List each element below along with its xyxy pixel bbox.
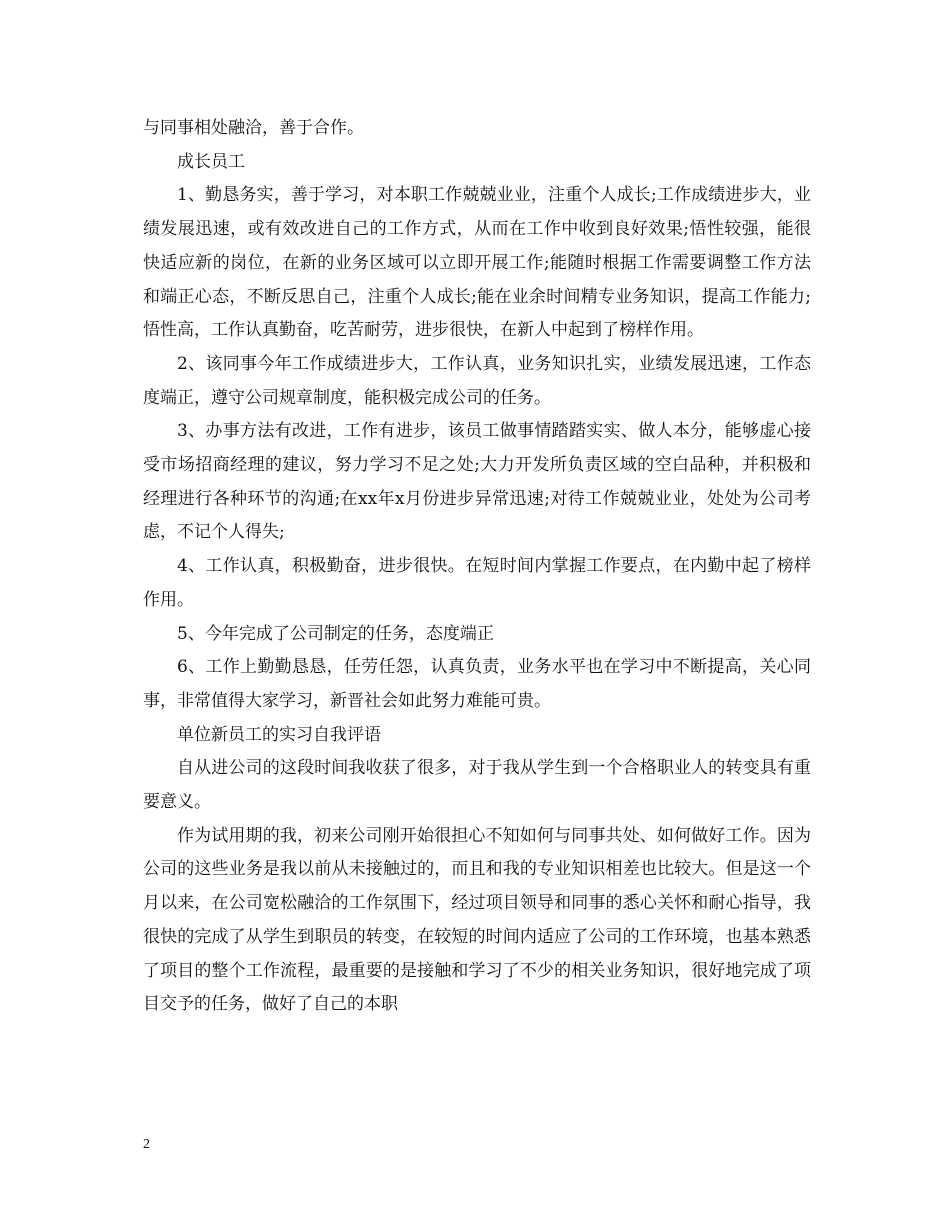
paragraph: 与同事相处融洽，善于合作。 [143,118,364,138]
page-number: 2 [143,1137,150,1152]
paragraph: 2、该同事今年工作成绩进步大，工作认真，业务知识扎实，业绩发展迅速，工作态度端正，遵守公司规章制度，能积极完成公司的任务。 [143,353,811,408]
paragraph: 3、办事方法有改进，工作有进步，该员工做事情踏踏实实、做人本分，能够虚心接受市场招商经理的建议，努力学习不足之处;大力开发所负责区域的空白品种，并积极和经理进行各种环节的沟通;在xx年x月份进步异常迅速;对待工作兢兢业业，处处为公司考虑，不记个人得失; [143,421,811,543]
paragraph: 6、工作上勤勤恳恳，任劳任怨，认真负责，业务水平也在学习中不断提高，关心同事，非常值得大家学习，新晋社会如此努力难能可贵。 [143,657,811,711]
document-body [143,112,811,1022]
paragraph: 自从进公司的这段时间我收获了很多，对于我从学生到一个合格职业人的转变具有重要意义。 [143,758,811,813]
paragraph: 1、勤恳务实，善于学习，对本职工作兢兢业业，注重个人成长;工作成绩进步大，业绩发展迅速，或有效改进自己的工作方式，从而在工作中收到良好效果;悟性较强，能很快适应新的岗位，在新的业务区域可以立即开展工作;能随时根据工作需要调整工作方法和端正心态，不断反思自己，注重个人成长;能在业余时间精专业务知识，提高工作能力;悟性高，工作认真勤奋，吃苦耐劳，进步很快，在新人中起到了榜样作用。 [143,185,811,341]
paragraph: 4、工作认真，积极勤奋，进步很快。在短时间内掌握工作要点，在内勤中起了榜样作用。 [143,556,811,610]
paragraph: 成长员工 [177,151,245,172]
paragraph: 作为试用期的我，初来公司刚开始很担心不知如何与同事共处、如何做好工作。因为公司的这些业务是我以前从未接触过的，而且和我的专业知识相差也比较大。但是这一个月以来，在公司宽松融洽的工作氛围下，经过项目领导和同事的悉心关怀和耐心指导，我很快的完成了从学生到职员的转变，在较短的时间内适应了公司的工作环境，也基本熟悉了项目的整个工作流程，最重要的是接触和学习了不少的相关业务知识，很好地完成了项目交予的任务，做好了自己的本职 [143,825,811,1015]
paragraph: 单位新员工的实习自我评语 [177,724,381,745]
paragraph: 5、今年完成了公司制定的任务，态度端正 [177,623,494,644]
